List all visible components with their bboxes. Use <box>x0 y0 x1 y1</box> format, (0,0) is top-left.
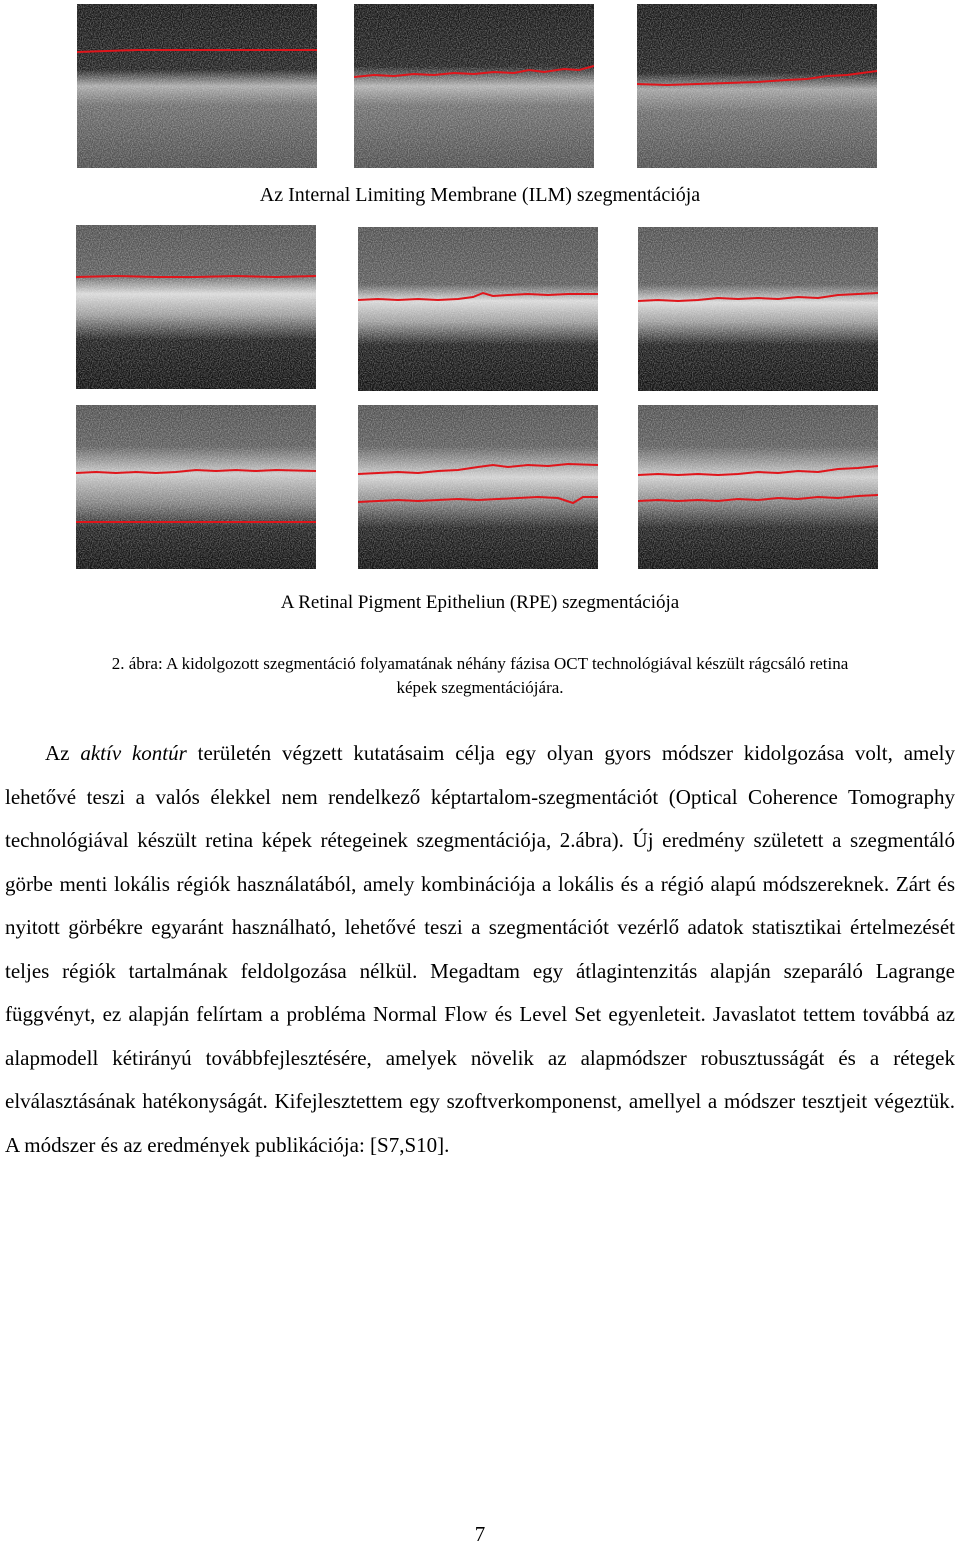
body-italic-term: aktív kontúr <box>80 741 187 765</box>
rpe-contour <box>76 276 316 277</box>
figure-caption-line-2: képek szegmentációjára. <box>396 678 564 697</box>
oct-rpe-panel-3 <box>638 227 878 391</box>
oct-rpe-panel-1 <box>76 225 316 389</box>
oct-ilm-panel-2 <box>354 4 594 168</box>
rpe-subcaption: A Retinal Pigment Epitheliun (RPE) szegmentációja <box>280 592 680 613</box>
body-intro: Az <box>45 741 81 765</box>
ilm-subcaption: Az Internal Limiting Membrane (ILM) szegmentációja <box>259 184 701 206</box>
oct-rpe-panel-2 <box>358 227 598 391</box>
body-rest: területén végzett kutatásaim célja egy olyan gyors módszer kidolgozása volt, amely lehetővé teszi a valós élekkel nem rendelkező képtartalom-szegmentációt (Optical Coherence Tomography technológiával készült retina képek rétegeinek szegmentációja, 2.ábra). Új eredmény született a szegmentáló görbe menti lokális régiók használatából, amely kombinációja a lokális és a régió alapú módszereknek. Zárt és nyitott görbékre egyaránt használható, lehetővé teszi a szegmentációt vezérlő adatok statisztikai értelmezését teljes régiók tartalmának feldolgozása nélkül. Megadtam egy átlagintenzitás alapján szeparáló Lagrange függvényt, ez alapján felírtam a probléma Normal Flow és Level Set egyenleteit. Javaslatot tettem továbbá az alapmodell kétirányú továbbfejlesztésére, amelyek növelik az alapmódszer robusztusságát és a rétegek elválasztásának hatékonyságát. Kifejlesztettem egy szoftverkomponenst, amellyel a módszer tesztjeit végeztük. A módszer és az eredmények publikációja: [S7,S10]. <box>5 741 955 1157</box>
oct-rpe-panel-4 <box>76 405 316 569</box>
oct-rpe-panel-6 <box>638 405 878 569</box>
oct-ilm-panel-1 <box>77 4 317 168</box>
body-paragraph <box>5 732 955 1167</box>
page-number: 7 <box>474 1522 486 1546</box>
figure-caption-line-1: 2. ábra: A kidolgozott szegmentáció folyamatának néhány fázisa OCT technológiával készült rágcsáló retina <box>111 654 849 673</box>
figure-caption <box>20 652 940 700</box>
oct-rpe-panel-5 <box>358 405 598 569</box>
oct-ilm-panel-3 <box>637 4 877 168</box>
